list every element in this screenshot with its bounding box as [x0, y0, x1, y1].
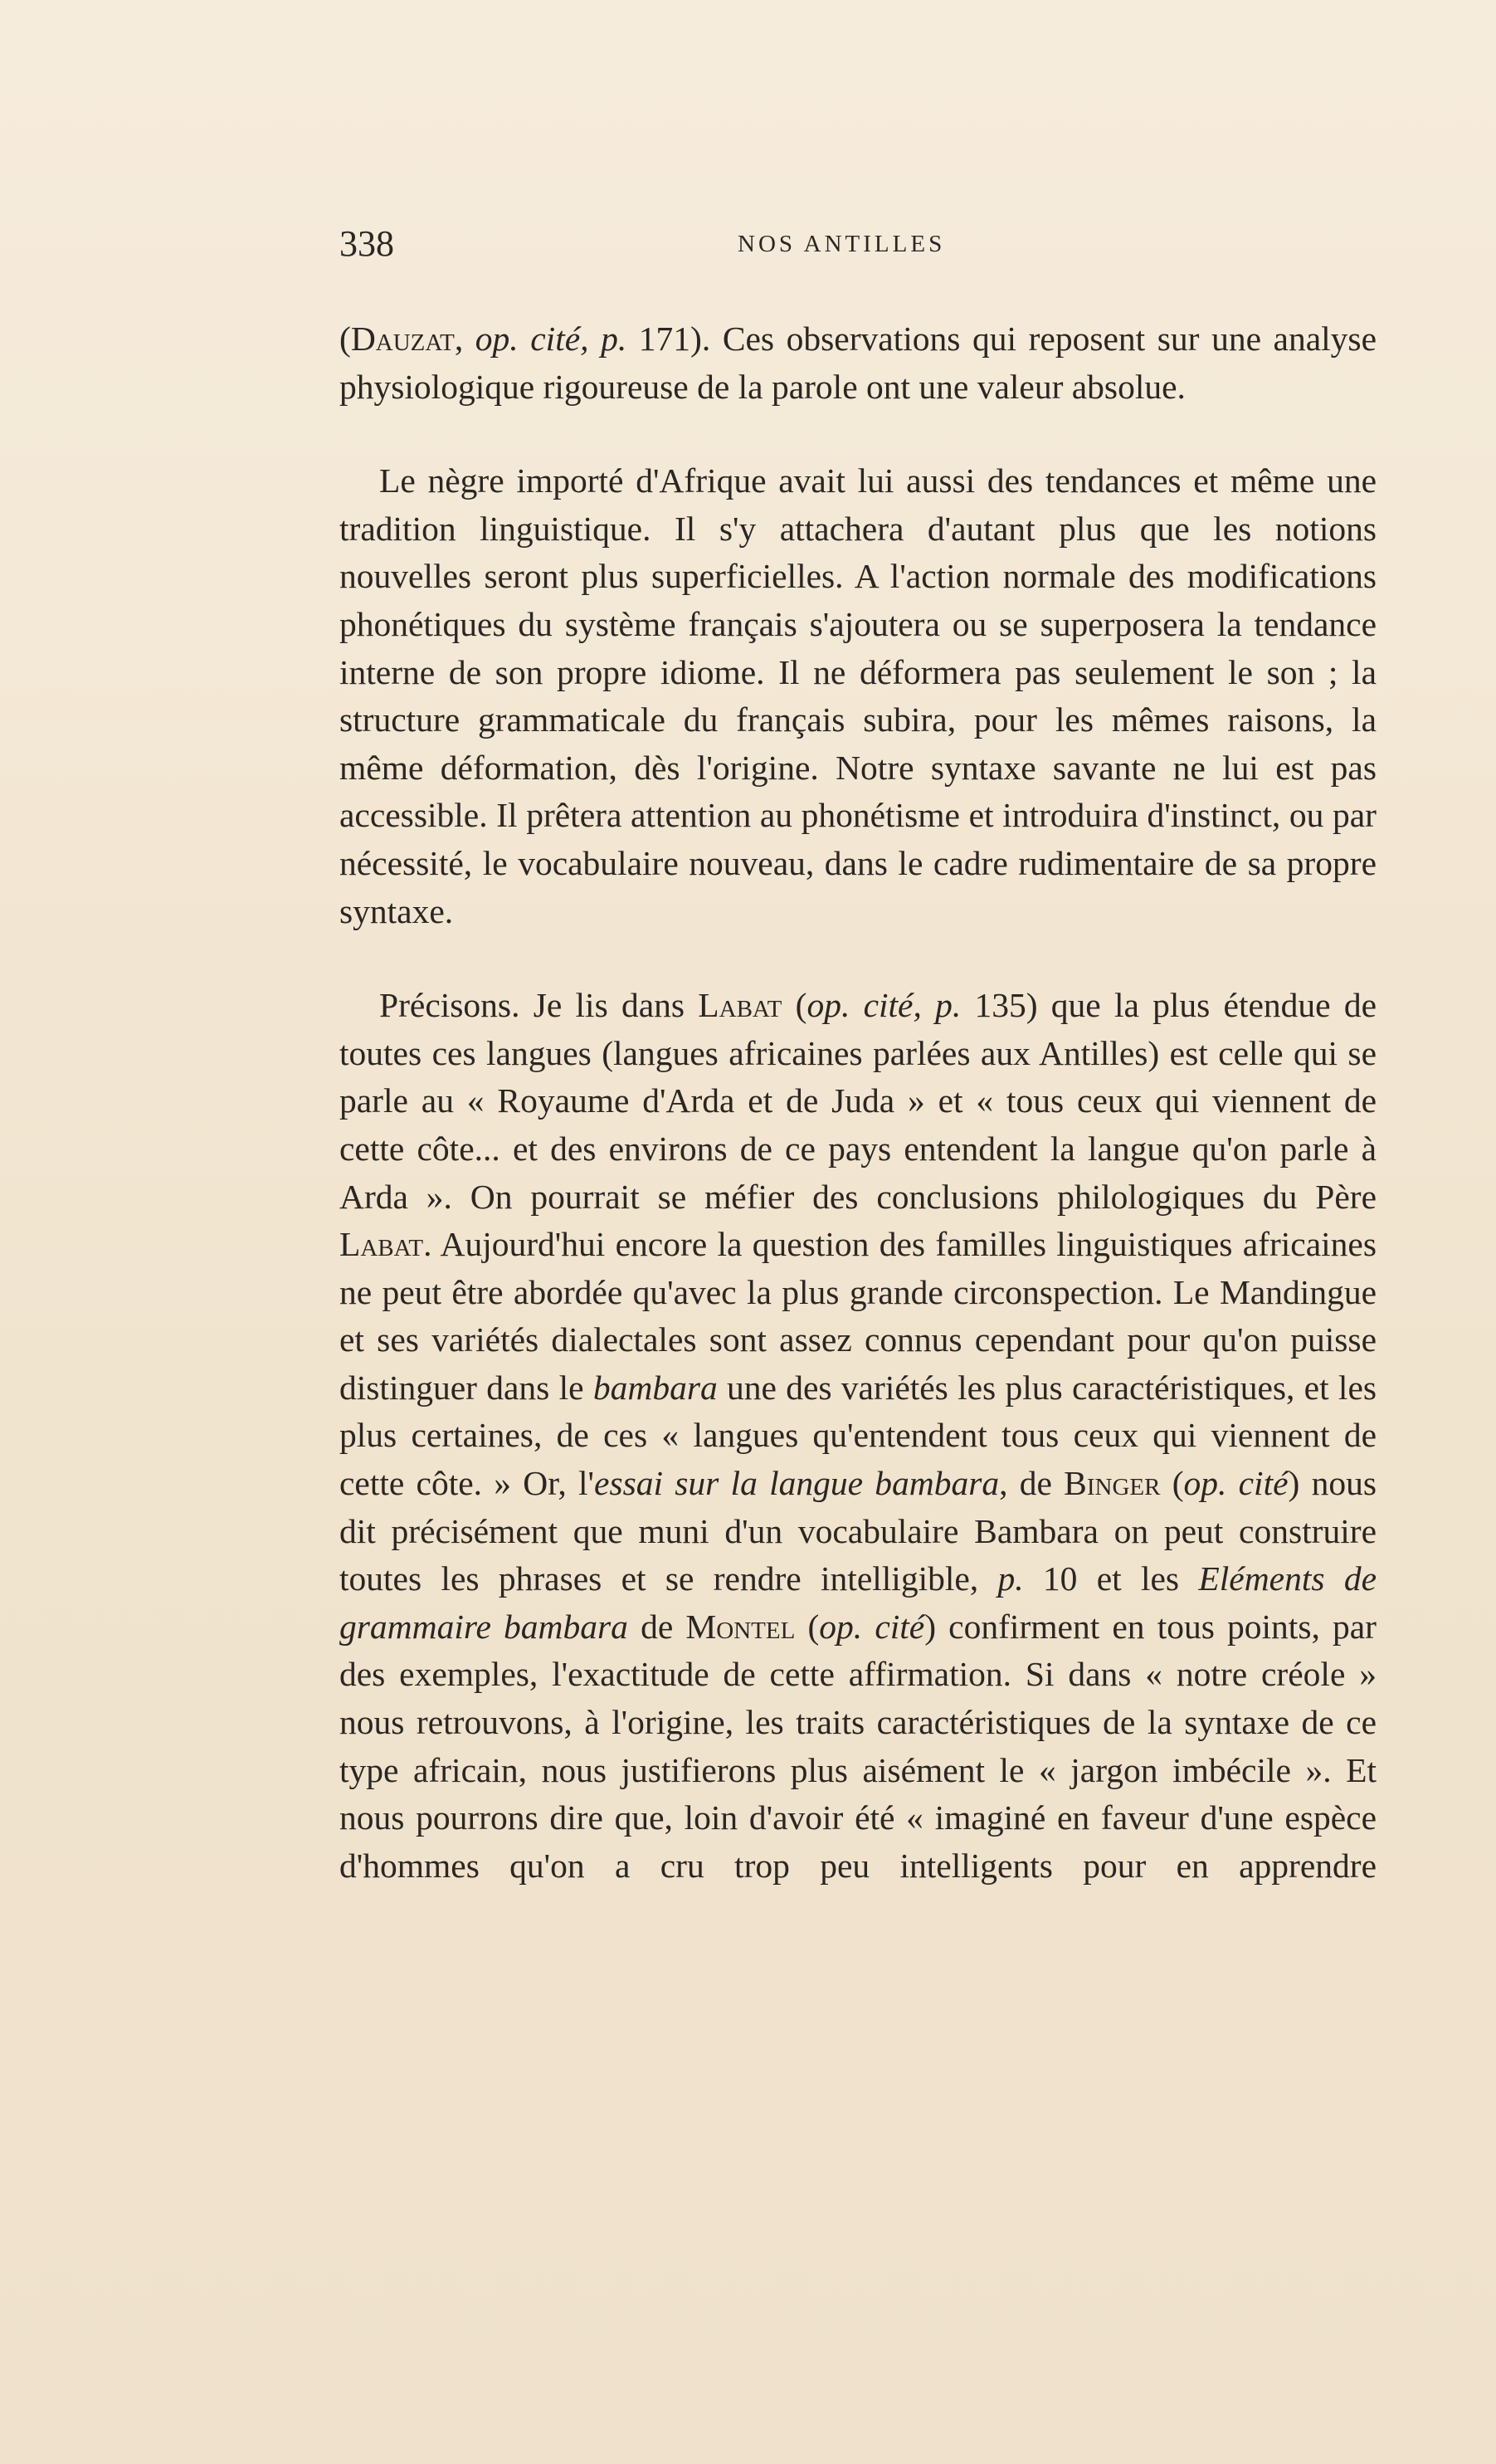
- text-run: 171). Ces observations qui reposent sur une analyse physiologique rigoureuse de la parole ont une valeur absolue.: [339, 320, 1377, 406]
- text-run: , de: [999, 1464, 1065, 1503]
- italic-text: Eléments de grammaire bambara: [339, 1559, 1377, 1646]
- text-run: . Aujourd'hui encore la question des familles linguistiques africaines ne peut être abordée qu'avec la plus grande circonspection. Le Mandingue et ses variétés dialectales sont assez connus cependant pour qu'on puisse distinguer dans le: [339, 1225, 1377, 1407]
- italic-text: op. cité: [1183, 1464, 1289, 1503]
- text-run: 10 et les: [1023, 1559, 1199, 1598]
- text-run: Précisons. Je lis dans: [379, 986, 699, 1025]
- text-run: (: [795, 1607, 820, 1646]
- italic-text: op. cité, p.: [806, 986, 962, 1025]
- paragraph-2: [339, 457, 1377, 935]
- text-run: une des variétés les plus caractéristiques, et les plus certaines, de ces « langues qu'entendent tous ceux qui viennent de cette côte. » Or, l': [339, 1368, 1377, 1503]
- text-run: ) confirment en tous points, par des exemples, l'exactitude de cette affirmation. Si dans « notre créole » nous retrouvons, à l'origine, les traits caractéristiques de la syntaxe de ce type africain, nous justifierons plus aisément le « jargon imbécile ». Et nous pourrons dire que, loin d'avoir été « imaginé en faveur d'une espèce d'hommes qu'on a cru trop peu intelligents pour en apprendre: [339, 1607, 1377, 1885]
- text-run: ) nous dit précisément que muni d'un vocabulaire Bambara on peut construire toutes les phrases et se rendre intelligible,: [339, 1464, 1377, 1598]
- italic-text: op. cité: [819, 1607, 925, 1646]
- text-run: Le nègre importé d'Afrique avait lui aussi des tendances et même une tradition linguistique. Il s'y attachera d'autant plus que les notions nouvelles seront plus superficielles. A l'action normale des modifications phonétiques du système français s'ajoutera ou se superposera la tendance interne de son propre idiome. Il ne déformera pas seulement le son ; la structure grammaticale du français subira, pour les mêmes raisons, la même déformation, dès l'origine. Notre syntaxe savante ne lui est pas accessible. Il prêtera attention au phonétisme et introduira d'instinct, ou par nécessité, le vocabulaire nouveau, dans le cadre rudimentaire de sa propre syntaxe.: [339, 461, 1377, 930]
- author-name: Labat: [698, 986, 782, 1025]
- author-name: Montel: [685, 1607, 796, 1646]
- paragraph-gap: [339, 411, 1377, 457]
- page-header: [339, 222, 1377, 272]
- italic-text: op. cité, p.: [475, 320, 627, 358]
- text-run: (: [1160, 1464, 1184, 1503]
- italic-text: essai sur la langue bambara: [594, 1464, 1000, 1503]
- text-run: (: [782, 986, 807, 1025]
- paragraph-3: [339, 982, 1377, 1890]
- text-run: ,: [454, 320, 475, 358]
- italic-text: p.: [997, 1559, 1024, 1598]
- author-name: Dauzat: [350, 320, 455, 358]
- page-body: [339, 315, 1377, 1890]
- running-title: NOS ANTILLES: [738, 231, 946, 257]
- paragraph-gap: [339, 935, 1377, 982]
- author-name: Labat: [339, 1225, 424, 1264]
- paragraph-1: [339, 315, 1377, 411]
- italic-text: bambara: [592, 1368, 718, 1407]
- text-run: 135) que la plus étendue de toutes ces langues (langues africaines parlées aux Antilles) est celle qui se parle au « Royaume d'Arda et de Juda » et « tous ceux qui viennent de cette côte... et des environs de ce pays entendent la langue qu'on parle à Arda ». On pourrait se méfier des conclusions philologiques du Père: [339, 986, 1377, 1216]
- author-name: Binger: [1064, 1464, 1161, 1503]
- text-run: (: [339, 320, 351, 358]
- page-number: 338: [339, 223, 394, 264]
- text-run: de: [627, 1607, 686, 1646]
